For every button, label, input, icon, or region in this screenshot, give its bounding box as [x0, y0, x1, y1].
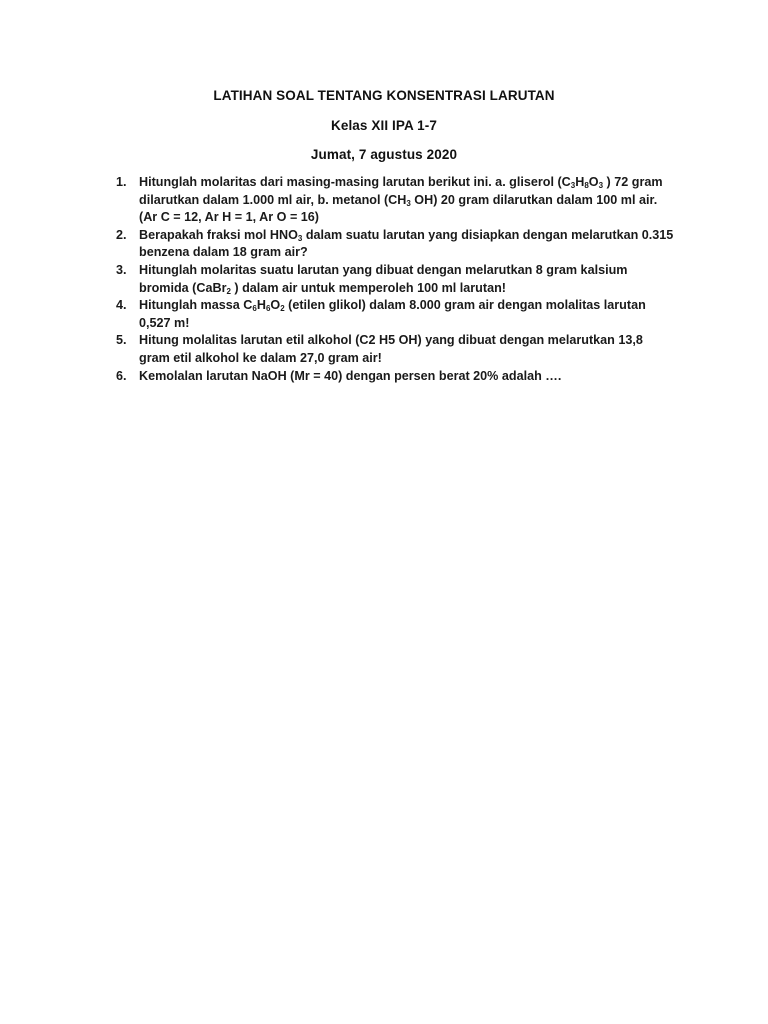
- question-text: [139, 263, 627, 295]
- subscript: 2: [280, 304, 285, 314]
- question-text: [139, 298, 646, 330]
- question-text: [139, 228, 673, 260]
- subscript: 3: [598, 181, 604, 190]
- class-label: Kelas XII IPA 1-7: [331, 118, 437, 133]
- subscript: 2: [226, 286, 231, 296]
- question-number: 4.: [116, 298, 127, 313]
- text-run: Kemolalan larutan NaOH (Mr = 40) dengan persen berat 20% adalah ….: [139, 368, 562, 383]
- question-item: [116, 262, 676, 297]
- question-number: 5.: [116, 333, 127, 348]
- question-item: [116, 297, 676, 332]
- text-run: OH) 20 gram dilarutkan dalam 100 ml air. (Ar C = 12, Ar H = 1, Ar O = 16): [139, 192, 658, 225]
- question-number: 3.: [116, 262, 127, 277]
- subscript: 6: [265, 304, 271, 314]
- document-title: LATIHAN SOAL TENTANG KONSENTRASI LARUTAN: [213, 88, 555, 103]
- text-run: Berapakah fraksi mol HNO: [139, 227, 298, 242]
- text-run: ) dalam air untuk memperoleh 100 ml larutan!: [230, 280, 506, 295]
- text-run: O: [270, 298, 281, 313]
- text-run: Hitung molalitas larutan etil alkohol (C2 H5 OH) yang dibuat dengan melarutkan 13,8 gram etil alkohol ke dalam 27,0 gram air!: [139, 333, 643, 365]
- question-number: 2.: [116, 227, 127, 242]
- subscript: 3: [297, 233, 303, 243]
- question-item: [116, 227, 676, 262]
- subscript: 6: [252, 304, 257, 314]
- question-text: [139, 369, 561, 383]
- question-list: [116, 174, 676, 385]
- text-run: dalam suatu larutan yang disiapkan dengan melarutkan 0.315 benzena dalam 18 gram air?: [139, 227, 674, 260]
- text-run: Hitunglah molaritas suatu larutan yang dibuat dengan melarutkan 8 gram kalsium bromida (CaBr: [139, 262, 628, 295]
- question-number: 1.: [116, 175, 127, 189]
- text-run: H: [575, 175, 585, 189]
- question-text: [139, 333, 643, 365]
- subscript: 8: [584, 181, 589, 190]
- text-run: Hitunglah molaritas dari masing-masing larutan berikut ini. a. gliserol (C: [139, 175, 571, 189]
- subscript: 3: [406, 198, 411, 208]
- question-text: [139, 175, 663, 224]
- text-run: ) 72 gram dilarutkan dalam 1.000 ml air, b. metanol (CH: [139, 175, 663, 207]
- question-item: [116, 174, 676, 227]
- text-run: Hitunglah massa C: [139, 298, 253, 313]
- text-run: O: [588, 175, 599, 189]
- question-number: 6.: [116, 368, 127, 383]
- subscript: 3: [570, 181, 576, 190]
- question-item: [116, 368, 676, 386]
- text-run: H: [256, 298, 266, 313]
- text-run: (etilen glikol) dalam 8.000 gram air dengan molalitas larutan 0,527 m!: [139, 298, 646, 330]
- question-item: [116, 332, 676, 367]
- date-label: Jumat, 7 agustus 2020: [310, 147, 458, 162]
